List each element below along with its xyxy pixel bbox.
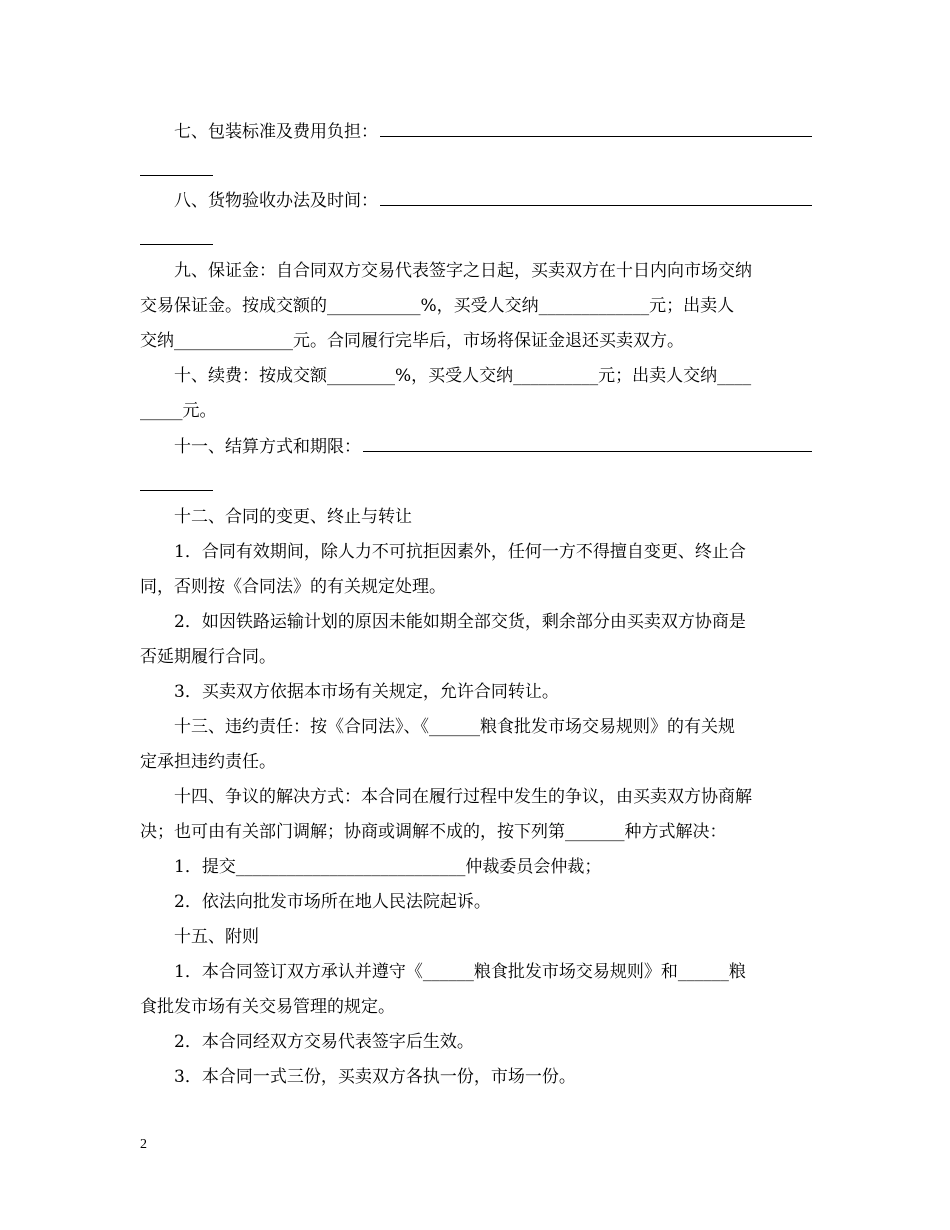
fill-blank-continuation	[140, 490, 213, 491]
clause-7-label: 七、包装标准及费用负担：	[174, 122, 378, 142]
clause-9-line-3: 交纳______________元。合同履行完毕后，市场将保证金退还买卖双方。	[140, 331, 684, 351]
clause-8-label: 八、货物验收办法及时间：	[174, 191, 378, 211]
clause-15-heading: 十五、附则	[174, 927, 259, 947]
clause-14-option-1: 1．提交___________________________仲裁委员会仲裁；	[174, 857, 602, 877]
clause-7-packaging	[174, 120, 812, 144]
clause-10-line-1: 十、续费：按成交额________%，买受人交纳__________元；出卖人交纳____	[174, 366, 752, 386]
fill-blank-line	[380, 190, 812, 206]
clause-12-item-2-line-1: 2．如因铁路运输计划的原因未能如期全部交货，剩余部分由买卖双方协商是	[174, 612, 746, 632]
clause-12-item-2-line-2: 否延期履行合同。	[140, 647, 276, 667]
clause-12-item-1-line-2: 同，否则按《合同法》的有关规定处理。	[140, 577, 446, 597]
clause-12-heading: 十二、合同的变更、终止与转让	[174, 507, 412, 527]
clause-8-inspection	[174, 189, 812, 213]
fill-blank-continuation	[140, 175, 213, 176]
clause-15-item-3: 3．本合同一式三份，买卖双方各执一份，市场一份。	[174, 1067, 576, 1087]
clause-11-settlement	[174, 435, 812, 459]
clause-9-line-2: 交易保证金。按成交额的___________%，买受人交纳_____________元；出卖人	[140, 296, 735, 316]
clause-13-line-2: 定承担违约责任。	[140, 752, 276, 772]
clause-10-line-2: _____元。	[140, 401, 217, 421]
clause-12-item-1-line-1: 1．合同有效期间，除人力不可抗拒因素外，任何一方不得擅自变更、终止合	[174, 542, 746, 562]
clause-14-line-2: 决；也可由有关部门调解；协商或调解不成的，按下列第_______种方式解决：	[140, 822, 727, 842]
clause-14-option-2: 2．依法向批发市场所在地人民法院起诉。	[174, 892, 491, 912]
clause-13-line-1: 十三、违约责任：按《合同法》、《______粮食批发市场交易规则》的有关规	[174, 717, 735, 737]
fill-blank-continuation	[140, 244, 213, 245]
fill-blank-line	[363, 436, 812, 452]
page-number: 2	[140, 1137, 147, 1152]
clause-12-item-3: 3．买卖双方依据本市场有关规定，允许合同转让。	[174, 682, 559, 702]
clause-9-line-1: 九、保证金：自合同双方交易代表签字之日起，买卖双方在十日内向市场交纳	[174, 261, 752, 281]
clause-14-line-1: 十四、争议的解决方式：本合同在履行过程中发生的争议，由买卖双方协商解	[174, 787, 752, 807]
clause-15-item-1-line-2: 食批发市场有关交易管理的规定。	[140, 997, 395, 1017]
clause-11-label: 十一、结算方式和期限：	[174, 437, 361, 457]
clause-15-item-2: 2．本合同经双方交易代表签字后生效。	[174, 1032, 474, 1052]
clause-15-item-1-line-1: 1．本合同签订双方承认并遵守《______粮食批发市场交易规则》和______粮	[174, 962, 746, 982]
fill-blank-line	[380, 121, 812, 137]
